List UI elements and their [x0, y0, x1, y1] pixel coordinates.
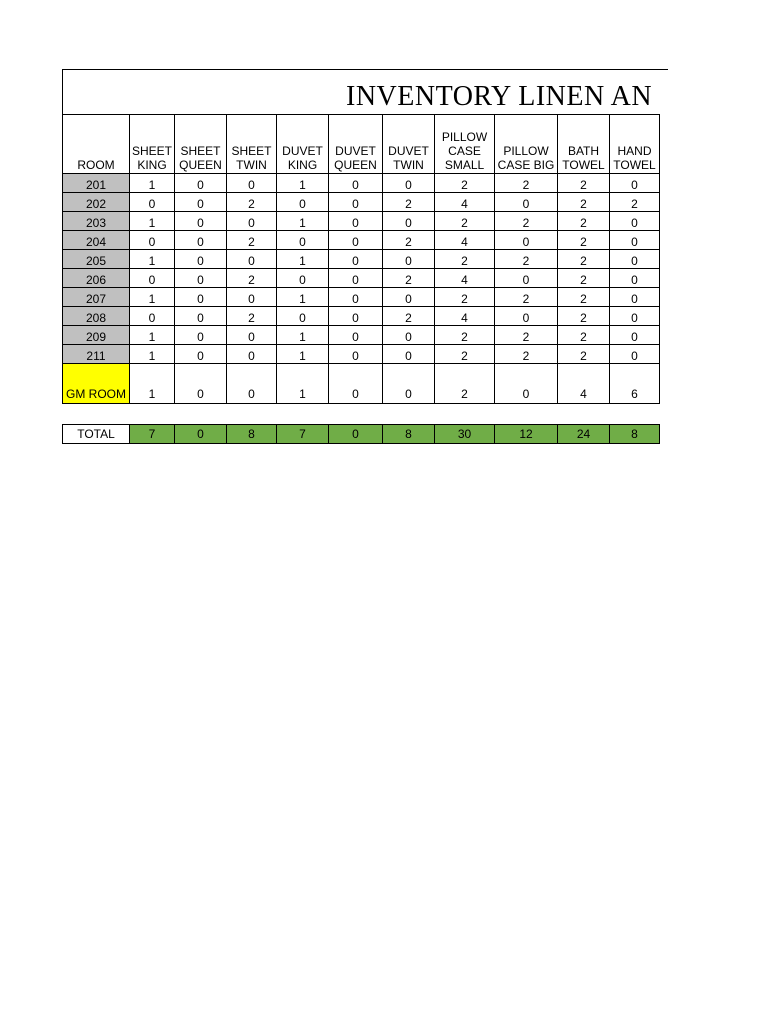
value-cell[interactable]: 2: [435, 288, 495, 307]
value-cell[interactable]: 0: [329, 288, 383, 307]
value-cell[interactable]: 2: [435, 364, 495, 404]
room-number-cell[interactable]: 209: [63, 326, 130, 345]
room-number-cell[interactable]: 204: [63, 231, 130, 250]
header-sheet-queen[interactable]: SHEET QUEEN: [175, 115, 227, 174]
value-cell[interactable]: 1: [277, 174, 329, 193]
value-cell[interactable]: 2: [558, 193, 610, 212]
value-cell[interactable]: 0: [329, 193, 383, 212]
table-row: [63, 174, 660, 193]
total-value-cell[interactable]: 30: [435, 425, 495, 444]
total-value-cell[interactable]: 8: [383, 425, 435, 444]
value-cell[interactable]: 0: [329, 231, 383, 250]
value-cell[interactable]: 2: [558, 307, 610, 326]
value-cell[interactable]: 2: [495, 174, 558, 193]
total-value-cell[interactable]: 7: [130, 425, 175, 444]
value-cell[interactable]: 0: [277, 193, 329, 212]
value-cell[interactable]: 4: [435, 307, 495, 326]
value-cell[interactable]: 0: [175, 231, 227, 250]
value-cell[interactable]: 2: [495, 288, 558, 307]
header-pillow-case-big[interactable]: PILLOW CASE BIG: [495, 115, 558, 174]
value-cell[interactable]: 0: [383, 288, 435, 307]
value-cell[interactable]: 2: [383, 307, 435, 326]
table-row: [63, 307, 660, 326]
value-cell[interactable]: 0: [227, 174, 277, 193]
value-cell[interactable]: 2: [227, 307, 277, 326]
value-cell[interactable]: 0: [383, 345, 435, 364]
value-cell[interactable]: 1: [130, 345, 175, 364]
value-cell[interactable]: 1: [130, 364, 175, 404]
value-cell[interactable]: 0: [329, 364, 383, 404]
value-cell[interactable]: 0: [610, 269, 660, 288]
value-cell[interactable]: 1: [277, 288, 329, 307]
value-cell[interactable]: 2: [435, 326, 495, 345]
value-cell[interactable]: 0: [227, 345, 277, 364]
value-cell[interactable]: 4: [435, 269, 495, 288]
value-cell[interactable]: 4: [435, 231, 495, 250]
header-pillow-case-small[interactable]: PILLOW CASE SMALL: [435, 115, 495, 174]
room-number-cell[interactable]: 206: [63, 269, 130, 288]
value-cell[interactable]: 0: [495, 193, 558, 212]
value-cell[interactable]: 0: [130, 193, 175, 212]
title-banner: [62, 69, 668, 115]
value-cell[interactable]: 0: [175, 326, 227, 345]
table-row: [63, 212, 660, 231]
value-cell[interactable]: 0: [383, 326, 435, 345]
total-value-cell[interactable]: 0: [175, 425, 227, 444]
value-cell[interactable]: 0: [227, 250, 277, 269]
value-cell[interactable]: 1: [277, 326, 329, 345]
room-number-cell[interactable]: 211: [63, 345, 130, 364]
value-cell[interactable]: 2: [495, 326, 558, 345]
total-row: [63, 425, 660, 444]
total-label[interactable]: TOTAL: [63, 425, 130, 444]
header-bath-towel[interactable]: BATH TOWEL: [558, 115, 610, 174]
value-cell[interactable]: 0: [277, 269, 329, 288]
value-cell[interactable]: 1: [130, 250, 175, 269]
value-cell[interactable]: 2: [558, 326, 610, 345]
value-cell[interactable]: 0: [495, 269, 558, 288]
value-cell[interactable]: 1: [130, 174, 175, 193]
value-cell[interactable]: 0: [610, 231, 660, 250]
value-cell[interactable]: 2: [558, 212, 610, 231]
header-duvet-twin[interactable]: DUVET TWIN: [383, 115, 435, 174]
value-cell[interactable]: 2: [383, 269, 435, 288]
total-value-cell[interactable]: 0: [329, 425, 383, 444]
value-cell[interactable]: 2: [495, 212, 558, 231]
value-cell[interactable]: 0: [383, 212, 435, 231]
total-value-cell[interactable]: 7: [277, 425, 329, 444]
value-cell[interactable]: 2: [227, 231, 277, 250]
value-cell[interactable]: 1: [130, 326, 175, 345]
value-cell[interactable]: 2: [435, 250, 495, 269]
value-cell[interactable]: 0: [329, 345, 383, 364]
table-body: [63, 174, 660, 404]
value-cell[interactable]: 0: [495, 231, 558, 250]
value-cell[interactable]: 2: [383, 231, 435, 250]
value-cell[interactable]: 2: [558, 288, 610, 307]
value-cell[interactable]: 0: [383, 250, 435, 269]
total-table: [62, 424, 660, 444]
value-cell[interactable]: 0: [329, 307, 383, 326]
value-cell[interactable]: 0: [610, 174, 660, 193]
value-cell[interactable]: 0: [175, 345, 227, 364]
value-cell[interactable]: 2: [558, 231, 610, 250]
value-cell[interactable]: 2: [435, 174, 495, 193]
value-cell[interactable]: 0: [277, 231, 329, 250]
header-hand-towel[interactable]: HAND TOWEL: [610, 115, 660, 174]
table-row: [63, 250, 660, 269]
value-cell[interactable]: 0: [277, 307, 329, 326]
value-cell[interactable]: 2: [610, 193, 660, 212]
value-cell[interactable]: 0: [130, 307, 175, 326]
value-cell[interactable]: 1: [277, 345, 329, 364]
sheet-title: INVENTORY LINEN AN: [346, 81, 653, 112]
value-cell[interactable]: 0: [329, 269, 383, 288]
value-cell[interactable]: 0: [495, 364, 558, 404]
value-cell[interactable]: 0: [495, 307, 558, 326]
table-row: [63, 326, 660, 345]
value-cell[interactable]: 2: [435, 345, 495, 364]
value-cell[interactable]: 1: [277, 212, 329, 231]
header-row: [63, 115, 660, 174]
value-cell[interactable]: 0: [175, 269, 227, 288]
value-cell[interactable]: 0: [610, 345, 660, 364]
value-cell[interactable]: 2: [495, 345, 558, 364]
value-cell[interactable]: 2: [558, 250, 610, 269]
room-number-cell[interactable]: 203: [63, 212, 130, 231]
value-cell[interactable]: 0: [329, 212, 383, 231]
value-cell[interactable]: 1: [277, 250, 329, 269]
table-row: [63, 288, 660, 307]
room-number-cell[interactable]: 205: [63, 250, 130, 269]
value-cell[interactable]: 1: [277, 364, 329, 404]
value-cell[interactable]: 2: [435, 212, 495, 231]
value-cell[interactable]: 2: [383, 193, 435, 212]
value-cell[interactable]: 2: [558, 269, 610, 288]
header-room[interactable]: ROOM: [63, 115, 130, 174]
value-cell[interactable]: 0: [227, 212, 277, 231]
value-cell[interactable]: 0: [610, 326, 660, 345]
value-cell[interactable]: 0: [175, 212, 227, 231]
header-duvet-queen[interactable]: DUVET QUEEN: [329, 115, 383, 174]
value-cell[interactable]: 0: [175, 193, 227, 212]
value-cell[interactable]: 0: [227, 326, 277, 345]
value-cell[interactable]: 2: [558, 174, 610, 193]
value-cell[interactable]: 0: [227, 288, 277, 307]
value-cell[interactable]: 1: [130, 288, 175, 307]
value-cell[interactable]: 0: [130, 269, 175, 288]
value-cell[interactable]: 2: [227, 193, 277, 212]
header-duvet-king[interactable]: DUVET KING: [277, 115, 329, 174]
value-cell[interactable]: 0: [610, 212, 660, 231]
value-cell[interactable]: 0: [383, 364, 435, 404]
value-cell[interactable]: 0: [329, 250, 383, 269]
table-row: [63, 269, 660, 288]
value-cell[interactable]: 4: [558, 364, 610, 404]
value-cell[interactable]: 2: [558, 345, 610, 364]
room-number-cell[interactable]: 207: [63, 288, 130, 307]
total-value-cell[interactable]: 24: [558, 425, 610, 444]
table-row: [63, 193, 660, 212]
value-cell[interactable]: 0: [610, 288, 660, 307]
value-cell[interactable]: 0: [610, 250, 660, 269]
value-cell[interactable]: 0: [610, 307, 660, 326]
value-cell[interactable]: 0: [130, 231, 175, 250]
total-value-cell[interactable]: 12: [495, 425, 558, 444]
value-cell[interactable]: 1: [130, 212, 175, 231]
inventory-table: [62, 114, 660, 404]
value-cell[interactable]: 0: [329, 174, 383, 193]
value-cell[interactable]: 0: [175, 250, 227, 269]
value-cell[interactable]: 0: [329, 326, 383, 345]
table-row: [63, 231, 660, 250]
value-cell[interactable]: 2: [227, 269, 277, 288]
total-value-cell[interactable]: 8: [227, 425, 277, 444]
value-cell[interactable]: 0: [175, 174, 227, 193]
header-sheet-king[interactable]: SHEET KING: [130, 115, 175, 174]
value-cell[interactable]: 6: [610, 364, 660, 404]
value-cell[interactable]: 0: [227, 364, 277, 404]
total-value-cell[interactable]: 8: [610, 425, 660, 444]
value-cell[interactable]: 0: [383, 174, 435, 193]
value-cell[interactable]: 0: [175, 364, 227, 404]
value-cell[interactable]: 0: [175, 288, 227, 307]
value-cell[interactable]: 4: [435, 193, 495, 212]
gm-room-row: [63, 364, 660, 404]
header-sheet-twin[interactable]: SHEET TWIN: [227, 115, 277, 174]
table-row: [63, 345, 660, 364]
value-cell[interactable]: 0: [175, 307, 227, 326]
room-number-cell[interactable]: 201: [63, 174, 130, 193]
room-number-cell[interactable]: 208: [63, 307, 130, 326]
room-number-cell[interactable]: 202: [63, 193, 130, 212]
gm-room-label-cell[interactable]: GM ROOM: [63, 364, 130, 404]
value-cell[interactable]: 2: [495, 250, 558, 269]
